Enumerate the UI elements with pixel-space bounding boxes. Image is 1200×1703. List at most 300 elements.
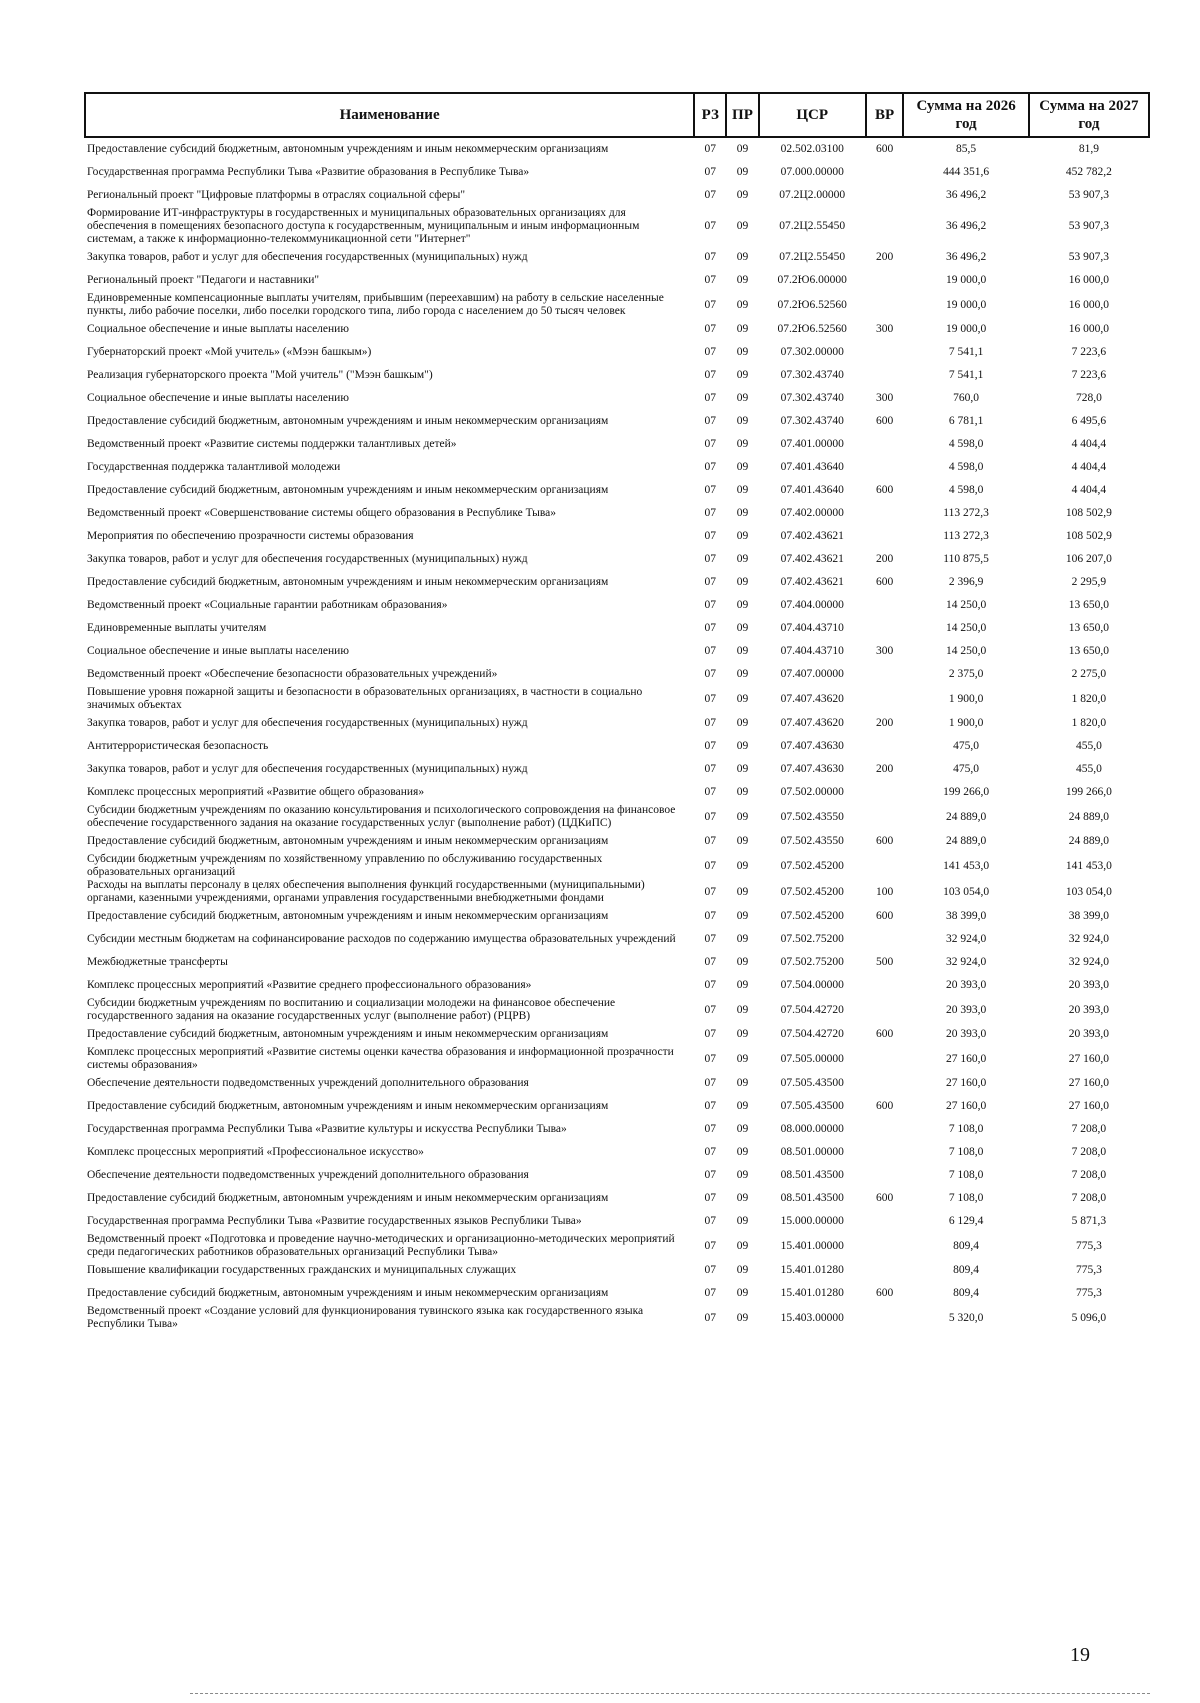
cell-sum-2026: 6 129,4	[948, 1215, 984, 1227]
cell-vr: 100	[875, 885, 894, 898]
cell-rz: 07	[704, 979, 717, 991]
cell-sum-2027: 4 404,4	[1071, 438, 1107, 450]
table-row	[85, 735, 1149, 758]
cell-name: Мероприятия по обеспечению прозрачности системы образования	[87, 530, 414, 542]
cell-vr: 200	[875, 717, 894, 729]
cell-pr: 09	[736, 1215, 749, 1227]
cell-sum-2026: 36 496,2	[945, 251, 987, 263]
cell-rz: 07	[704, 1311, 717, 1324]
cell-sum-2027: 7 208,0	[1071, 1192, 1107, 1204]
cell-vr	[866, 525, 904, 548]
table-header	[85, 93, 1149, 137]
cell-name: Закупка товаров, работ и услуг для обеспечения государственных (муниципальных) нужд	[87, 717, 528, 729]
table-row	[85, 502, 1149, 525]
cell-vr: 600	[875, 1100, 894, 1112]
table-row	[85, 640, 1149, 663]
cell-csr: 07.505.43500	[780, 1100, 844, 1112]
cell-sum-2027: 20 393,0	[1068, 979, 1110, 991]
cell-rz: 07	[704, 484, 717, 496]
cell-name: Комплекс процессных мероприятий «Развитие системы оценки качества образования и информационной прозрачности системы образования»	[87, 1046, 674, 1071]
table-row	[85, 617, 1149, 640]
cell-sum-2026: 475,0	[953, 740, 980, 752]
cell-sum-2026: 32 924,0	[945, 933, 987, 945]
cell-name: Повышение уровня пожарной защиты и безопасности в образовательных организациях, в частности в социально значимых объектах	[87, 686, 643, 711]
cell-name: Межбюджетные трансферты	[87, 956, 228, 968]
cell-pr: 09	[736, 763, 749, 775]
cell-rz: 07	[704, 885, 717, 898]
cell-name: Обеспечение деятельности подведомственных учреждений дополнительного образования	[87, 1169, 529, 1181]
cell-sum-2027: 2 295,9	[1071, 576, 1107, 588]
cell-sum-2027: 2 275,0	[1071, 668, 1107, 680]
cell-csr: 15.000.00000	[780, 1215, 844, 1227]
budget-table	[84, 92, 1150, 1331]
cell-csr: 07.401.00000	[780, 438, 844, 450]
cell-sum-2027: 38 399,0	[1068, 910, 1110, 922]
cell-rz: 07	[704, 786, 717, 798]
cell-sum-2026: 7 108,0	[948, 1146, 984, 1158]
cell-pr: 09	[736, 220, 749, 232]
cell-name: Предоставление субсидий бюджетным, автономным учреждениям и иным некоммерческим организациям	[87, 1192, 609, 1204]
footer-dashed-line	[190, 1693, 1150, 1694]
cell-pr: 09	[736, 692, 749, 705]
cell-csr: 07.502.00000	[780, 786, 844, 798]
cell-sum-2027: 81,9	[1078, 143, 1099, 155]
cell-sum-2027: 20 393,0	[1068, 1028, 1110, 1040]
table-row	[85, 410, 1149, 433]
cell-sum-2027: 27 160,0	[1068, 1052, 1110, 1065]
cell-vr	[866, 1072, 904, 1095]
cell-sum-2026: 199 266,0	[943, 786, 990, 798]
cell-pr: 09	[736, 274, 749, 286]
cell-sum-2026: 4 598,0	[948, 438, 984, 450]
cell-sum-2027: 13 650,0	[1068, 622, 1110, 634]
cell-pr: 09	[736, 438, 749, 450]
cell-csr: 07.402.43621	[780, 553, 844, 565]
cell-sum-2027: 108 502,9	[1065, 507, 1112, 519]
cell-vr	[866, 804, 904, 830]
cell-vr	[866, 735, 904, 758]
cell-rz: 07	[704, 323, 717, 335]
cell-pr: 09	[736, 645, 749, 657]
cell-sum-2026: 27 160,0	[945, 1100, 987, 1112]
cell-sum-2027: 24 889,0	[1068, 835, 1110, 847]
table-row	[85, 456, 1149, 479]
cell-sum-2027: 13 650,0	[1068, 645, 1110, 657]
cell-vr	[866, 853, 904, 879]
cell-sum-2027: 7 208,0	[1071, 1169, 1107, 1181]
cell-name: Региональный проект "Педагоги и наставники"	[87, 274, 320, 286]
cell-csr: 07.502.43550	[780, 810, 844, 823]
cell-name: Субсидии бюджетным учреждениям по оказанию консультирования и психологического сопровождения на финансовое обеспечение государственного задания на оказание государственных услуг (выполнение работ) (ЦДКиПС)	[87, 804, 676, 829]
cell-sum-2027: 775,3	[1075, 1264, 1102, 1276]
cell-name: Комплекс процессных мероприятий «Развитие общего образования»	[87, 786, 425, 798]
cell-name: Предоставление субсидий бюджетным, автономным учреждениям и иным некоммерческим организациям	[87, 484, 609, 496]
cell-name: Ведомственный проект «Создание условий для функционирования тувинского языка как государственного языка Республики Тыва»	[87, 1305, 644, 1330]
cell-vr	[866, 184, 904, 207]
cell-csr: 07.407.43630	[780, 740, 844, 752]
cell-vr	[866, 686, 904, 712]
cell-rz: 07	[704, 763, 717, 775]
cell-vr	[866, 269, 904, 292]
cell-vr	[866, 341, 904, 364]
cell-sum-2026: 7 108,0	[948, 1169, 984, 1181]
table-row	[85, 804, 1149, 830]
cell-vr: 300	[875, 645, 894, 657]
table-row	[85, 479, 1149, 502]
cell-pr: 09	[736, 1146, 749, 1158]
table-body	[85, 137, 1149, 1331]
cell-vr	[866, 928, 904, 951]
cell-pr: 09	[736, 1287, 749, 1299]
cell-rz: 07	[704, 1123, 717, 1135]
table-row	[85, 1023, 1149, 1046]
cell-pr: 09	[736, 323, 749, 335]
col-header-vr: ВР	[866, 93, 904, 137]
cell-name: Ведомственный проект «Совершенствование системы общего образования в Республике Тыва»	[87, 507, 556, 519]
cell-vr: 200	[875, 553, 894, 565]
cell-csr: 02.502.03100	[780, 143, 844, 155]
table-row	[85, 364, 1149, 387]
cell-pr: 09	[736, 910, 749, 922]
cell-csr: 07.502.43550	[780, 835, 844, 847]
cell-sum-2027: 16 000,0	[1068, 323, 1110, 335]
cell-rz: 07	[704, 622, 717, 634]
cell-csr: 07.402.43621	[780, 576, 844, 588]
cell-rz: 07	[704, 274, 717, 286]
cell-sum-2027: 199 266,0	[1065, 786, 1112, 798]
cell-csr: 07.302.00000	[780, 346, 844, 358]
cell-csr: 07.504.42720	[780, 1003, 844, 1016]
cell-sum-2026: 20 393,0	[945, 979, 987, 991]
cell-rz: 07	[704, 1169, 717, 1181]
cell-rz: 07	[704, 956, 717, 968]
cell-sum-2027: 53 907,3	[1068, 251, 1110, 263]
cell-vr	[866, 1118, 904, 1141]
cell-pr: 09	[736, 1239, 749, 1252]
cell-csr: 07.407.00000	[780, 668, 844, 680]
cell-sum-2026: 103 054,0	[943, 885, 990, 898]
cell-rz: 07	[704, 1215, 717, 1227]
cell-pr: 09	[736, 717, 749, 729]
table-row	[85, 433, 1149, 456]
cell-sum-2026: 24 889,0	[945, 810, 987, 823]
cell-name: Государственная программа Республики Тыва «Развитие государственных языков Республики Тыва»	[87, 1215, 582, 1227]
cell-pr: 09	[736, 786, 749, 798]
cell-sum-2026: 1 900,0	[948, 717, 984, 729]
cell-sum-2027: 1 820,0	[1071, 692, 1107, 705]
cell-pr: 09	[736, 1003, 749, 1016]
cell-sum-2026: 6 781,1	[948, 415, 984, 427]
cell-csr: 07.502.75200	[780, 933, 844, 945]
cell-sum-2027: 775,3	[1075, 1287, 1102, 1299]
cell-rz: 07	[704, 1003, 717, 1016]
cell-sum-2026: 38 399,0	[945, 910, 987, 922]
col-header-csr: ЦСР	[759, 93, 866, 137]
cell-name: Губернаторский проект «Мой учитель» («Мээн башкым»)	[87, 346, 372, 358]
cell-vr	[866, 1164, 904, 1187]
cell-sum-2026: 113 272,3	[943, 530, 989, 542]
table-row	[85, 292, 1149, 318]
cell-csr: 07.2Ю6.52560	[777, 298, 847, 311]
cell-vr: 600	[875, 1028, 894, 1040]
cell-csr: 07.402.00000	[780, 507, 844, 519]
cell-vr: 600	[875, 143, 894, 155]
cell-csr: 07.302.43740	[780, 392, 844, 404]
cell-vr: 600	[875, 484, 894, 496]
cell-sum-2027: 27 160,0	[1068, 1100, 1110, 1112]
cell-vr	[866, 617, 904, 640]
cell-sum-2026: 5 320,0	[948, 1311, 984, 1324]
cell-sum-2027: 1 820,0	[1071, 717, 1107, 729]
cell-name: Закупка товаров, работ и услуг для обеспечения государственных (муниципальных) нужд	[87, 553, 528, 565]
cell-sum-2027: 7 223,6	[1071, 369, 1107, 381]
cell-sum-2027: 5 871,3	[1071, 1215, 1107, 1227]
cell-sum-2026: 7 541,1	[948, 346, 984, 358]
cell-sum-2027: 108 502,9	[1065, 530, 1112, 542]
cell-sum-2026: 1 900,0	[948, 692, 984, 705]
cell-csr: 07.502.45200	[780, 885, 844, 898]
cell-csr: 07.000.00000	[780, 166, 844, 178]
cell-csr: 07.401.43640	[780, 461, 844, 473]
cell-vr	[866, 1210, 904, 1233]
cell-rz: 07	[704, 910, 717, 922]
table-row	[85, 1233, 1149, 1259]
cell-sum-2026: 14 250,0	[945, 645, 987, 657]
cell-vr	[866, 974, 904, 997]
cell-pr: 09	[736, 979, 749, 991]
table-row	[85, 758, 1149, 781]
cell-vr: 300	[875, 392, 894, 404]
cell-vr	[866, 161, 904, 184]
cell-sum-2027: 452 782,2	[1065, 166, 1112, 178]
cell-pr: 09	[736, 461, 749, 473]
table-row	[85, 341, 1149, 364]
cell-sum-2026: 14 250,0	[945, 599, 987, 611]
cell-pr: 09	[736, 166, 749, 178]
table-row	[85, 1141, 1149, 1164]
cell-sum-2026: 19 000,0	[945, 274, 987, 286]
cell-vr: 300	[875, 323, 894, 335]
cell-sum-2027: 4 404,4	[1071, 484, 1107, 496]
cell-vr	[866, 594, 904, 617]
cell-sum-2026: 20 393,0	[945, 1028, 987, 1040]
cell-vr	[866, 433, 904, 456]
cell-sum-2027: 7 208,0	[1071, 1123, 1107, 1135]
cell-rz: 07	[704, 859, 717, 872]
cell-sum-2026: 7 108,0	[948, 1192, 984, 1204]
cell-name: Предоставление субсидий бюджетным, автономным учреждениям и иным некоммерческим организациям	[87, 1100, 609, 1112]
cell-pr: 09	[736, 298, 749, 311]
cell-pr: 09	[736, 507, 749, 519]
cell-name: Государственная программа Республики Тыва «Развитие образования в Республике Тыва»	[87, 166, 530, 178]
cell-name: Государственная поддержка талантливой молодежи	[87, 461, 341, 473]
cell-rz: 07	[704, 1287, 717, 1299]
cell-sum-2026: 7 541,1	[948, 369, 984, 381]
cell-sum-2026: 85,5	[956, 143, 977, 155]
table-row	[85, 269, 1149, 292]
cell-name: Социальное обеспечение и иные выплаты населению	[87, 323, 349, 335]
cell-rz: 07	[704, 1028, 717, 1040]
cell-pr: 09	[736, 859, 749, 872]
cell-pr: 09	[736, 576, 749, 588]
cell-vr: 600	[875, 835, 894, 847]
cell-pr: 09	[736, 835, 749, 847]
table-row	[85, 1187, 1149, 1210]
cell-sum-2027: 455,0	[1075, 740, 1102, 752]
cell-name: Субсидии местным бюджетам на софинансирование расходов по содержанию имущества образовательных учреждений	[87, 933, 676, 945]
cell-pr: 09	[736, 369, 749, 381]
cell-rz: 07	[704, 1264, 717, 1276]
cell-sum-2026: 7 108,0	[948, 1123, 984, 1135]
cell-rz: 07	[704, 251, 717, 263]
cell-csr: 07.302.43740	[780, 415, 844, 427]
cell-pr: 09	[736, 251, 749, 263]
cell-sum-2026: 19 000,0	[945, 298, 987, 311]
table-row	[85, 686, 1149, 712]
col-header-name: Наименование	[85, 93, 694, 137]
table-row	[85, 525, 1149, 548]
cell-rz: 07	[704, 717, 717, 729]
cell-rz: 07	[704, 298, 717, 311]
cell-csr: 08.501.43500	[780, 1169, 844, 1181]
cell-name: Единовременные выплаты учителям	[87, 622, 267, 634]
table-row	[85, 1259, 1149, 1282]
table-row	[85, 1210, 1149, 1233]
cell-pr: 09	[736, 885, 749, 898]
cell-sum-2026: 760,0	[953, 392, 980, 404]
cell-csr: 07.404.43710	[780, 645, 844, 657]
cell-vr	[866, 456, 904, 479]
cell-pr: 09	[736, 1100, 749, 1112]
cell-vr: 200	[875, 763, 894, 775]
cell-rz: 07	[704, 1077, 717, 1089]
cell-sum-2027: 106 207,0	[1065, 553, 1112, 565]
table-row	[85, 879, 1149, 905]
table-row	[85, 1305, 1149, 1331]
cell-rz: 07	[704, 143, 717, 155]
cell-name: Предоставление субсидий бюджетным, автономным учреждениям и иным некоммерческим организациям	[87, 415, 609, 427]
cell-rz: 07	[704, 166, 717, 178]
cell-rz: 07	[704, 346, 717, 358]
cell-pr: 09	[736, 530, 749, 542]
cell-rz: 07	[704, 415, 717, 427]
cell-sum-2026: 475,0	[953, 763, 980, 775]
cell-name: Ведомственный проект «Обеспечение безопасности образовательных учреждений»	[87, 668, 498, 680]
cell-name: Предоставление субсидий бюджетным, автономным учреждениям и иным некоммерческим организациям	[87, 576, 609, 588]
table-row	[85, 594, 1149, 617]
table-row	[85, 997, 1149, 1023]
table-row	[85, 207, 1149, 246]
cell-rz: 07	[704, 1100, 717, 1112]
cell-rz: 07	[704, 1052, 717, 1065]
cell-vr: 600	[875, 415, 894, 427]
table-row	[85, 1164, 1149, 1187]
cell-csr: 15.401.01280	[780, 1287, 844, 1299]
cell-pr: 09	[736, 1077, 749, 1089]
cell-name: Предоставление субсидий бюджетным, автономным учреждениям и иным некоммерческим организациям	[87, 1028, 609, 1040]
cell-csr: 07.401.43640	[780, 484, 844, 496]
cell-rz: 07	[704, 810, 717, 823]
cell-rz: 07	[704, 1146, 717, 1158]
cell-name: Государственная программа Республики Тыва «Развитие культуры и искусства Республики Тыва»	[87, 1123, 567, 1135]
cell-sum-2027: 5 096,0	[1071, 1311, 1107, 1324]
table-row	[85, 184, 1149, 207]
cell-pr: 09	[736, 956, 749, 968]
cell-rz: 07	[704, 835, 717, 847]
cell-rz: 07	[704, 645, 717, 657]
cell-sum-2026: 809,4	[953, 1239, 980, 1252]
cell-rz: 07	[704, 599, 717, 611]
cell-rz: 07	[704, 507, 717, 519]
page-number: 19	[1070, 1644, 1090, 1666]
cell-name: Ведомственный проект «Развитие системы поддержки талантливых детей»	[87, 438, 457, 450]
cell-rz: 07	[704, 740, 717, 752]
cell-vr	[866, 663, 904, 686]
cell-pr: 09	[736, 1311, 749, 1324]
cell-csr: 07.2Ю6.52560	[777, 323, 847, 335]
cell-name: Формирование ИТ-инфраструктуры в государственных и муниципальных образовательных организациях для обеспечения в помещениях безопасного доступа к государственным, муниципальным и иным информационным системам, а также к информационно-телекоммуникационной сети "Интернет"	[87, 207, 640, 245]
table-row	[85, 928, 1149, 951]
cell-rz: 07	[704, 933, 717, 945]
cell-pr: 09	[736, 346, 749, 358]
cell-sum-2026: 4 598,0	[948, 484, 984, 496]
cell-vr	[866, 781, 904, 804]
cell-rz: 07	[704, 668, 717, 680]
table-row	[85, 161, 1149, 184]
cell-sum-2026: 14 250,0	[945, 622, 987, 634]
cell-sum-2027: 13 650,0	[1068, 599, 1110, 611]
cell-sum-2027: 32 924,0	[1068, 956, 1110, 968]
cell-csr: 07.407.43620	[780, 692, 844, 705]
cell-vr	[866, 997, 904, 1023]
cell-csr: 15.401.01280	[780, 1264, 844, 1276]
cell-sum-2026: 2 375,0	[948, 668, 984, 680]
table-row	[85, 137, 1149, 161]
cell-sum-2026: 32 924,0	[945, 956, 987, 968]
cell-sum-2026: 27 160,0	[945, 1052, 987, 1065]
cell-rz: 07	[704, 1192, 717, 1204]
cell-rz: 07	[704, 220, 717, 232]
table-row	[85, 1072, 1149, 1095]
cell-sum-2027: 4 404,4	[1071, 461, 1107, 473]
cell-sum-2027: 6 495,6	[1071, 415, 1107, 427]
col-header-sum-2027: Сумма на 2027 год	[1029, 93, 1149, 137]
cell-rz: 07	[704, 369, 717, 381]
cell-csr: 07.505.43500	[780, 1077, 844, 1089]
cell-csr: 07.505.00000	[780, 1052, 844, 1065]
cell-name: Комплекс процессных мероприятий «Развитие среднего профессионального образования»	[87, 979, 532, 991]
cell-name: Ведомственный проект «Социальные гарантии работникам образования»	[87, 599, 448, 611]
cell-name: Повышение квалификации государственных гражданских и муниципальных служащих	[87, 1264, 517, 1276]
cell-csr: 15.403.00000	[780, 1311, 844, 1324]
cell-name: Предоставление субсидий бюджетным, автономным учреждениям и иным некоммерческим организациям	[87, 910, 609, 922]
cell-sum-2026: 19 000,0	[945, 323, 987, 335]
cell-sum-2027: 16 000,0	[1068, 298, 1110, 311]
table-row	[85, 974, 1149, 997]
table-row	[85, 387, 1149, 410]
cell-name: Закупка товаров, работ и услуг для обеспечения государственных (муниципальных) нужд	[87, 251, 528, 263]
cell-vr	[866, 1046, 904, 1072]
cell-rz: 07	[704, 461, 717, 473]
cell-vr: 600	[875, 910, 894, 922]
cell-vr	[866, 207, 904, 246]
cell-name: Социальное обеспечение и иные выплаты населению	[87, 392, 349, 404]
table-row	[85, 1282, 1149, 1305]
cell-pr: 09	[736, 810, 749, 823]
cell-pr: 09	[736, 553, 749, 565]
cell-name: Антитеррористическая безопасность	[87, 740, 269, 752]
cell-sum-2027: 775,3	[1075, 1239, 1102, 1252]
